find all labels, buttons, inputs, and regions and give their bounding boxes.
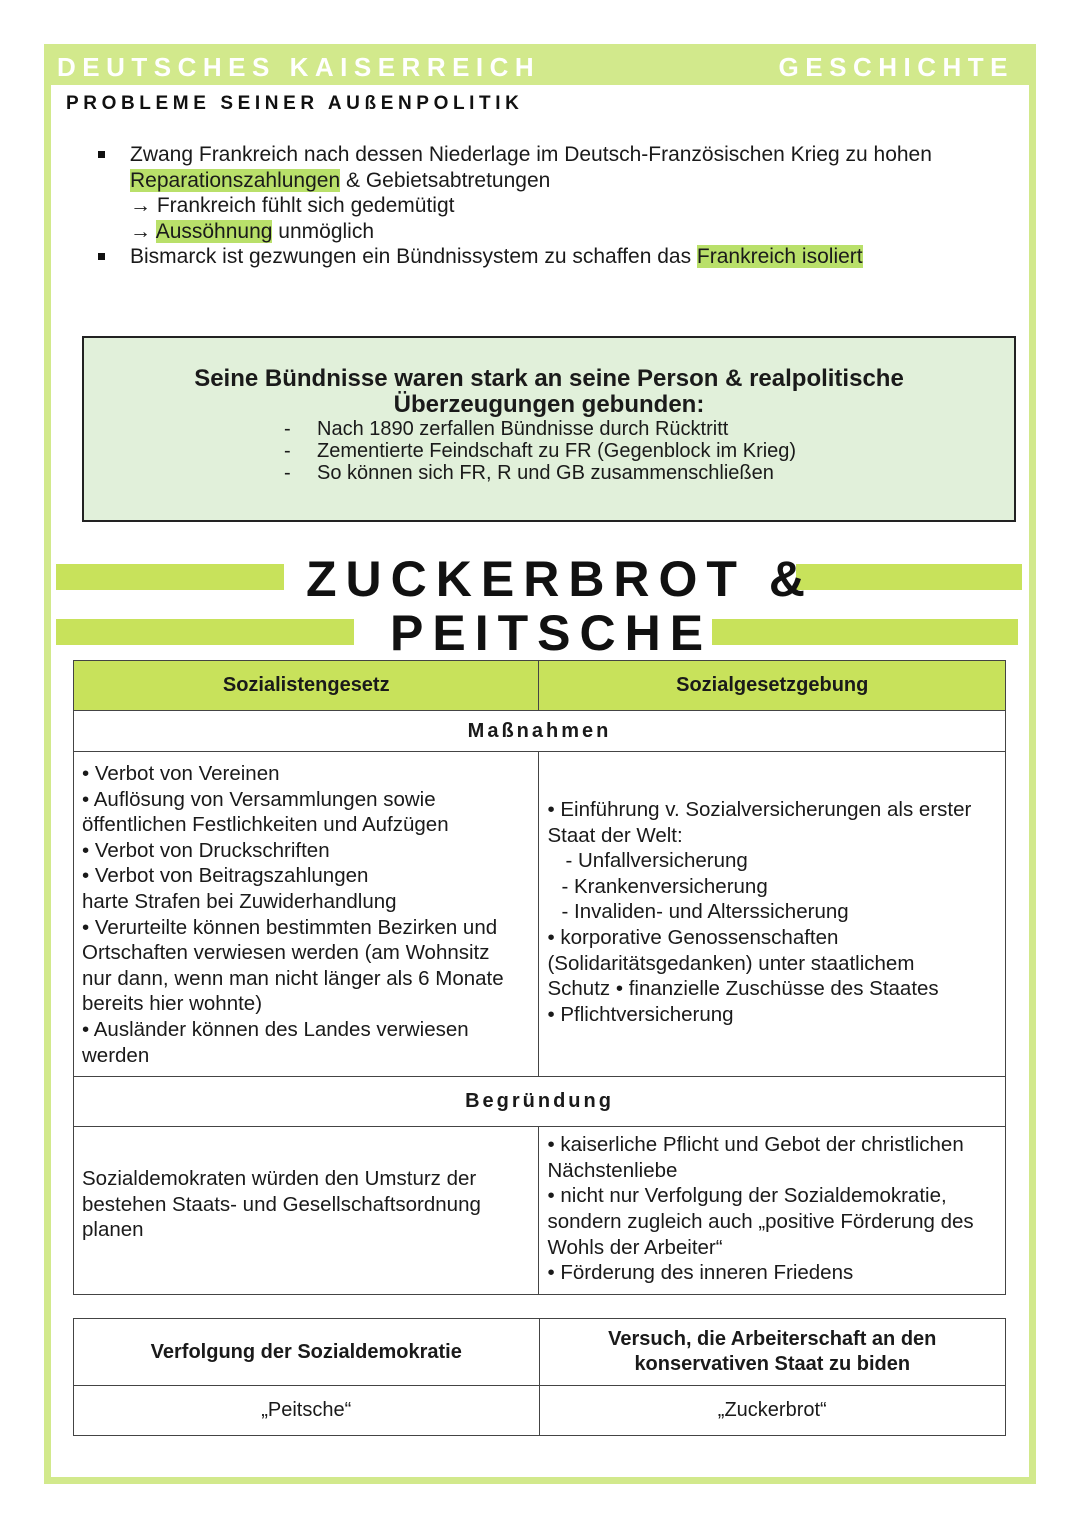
summary-left-value: „Peitsche“ <box>74 1386 540 1436</box>
cell-line: • kaiserliche Pflicht und Gebot der christlichen <box>547 1133 964 1157</box>
measures-left-cell <box>74 752 539 1077</box>
cell-line: planen <box>82 1218 144 1242</box>
highlight-text: Aussöhnung <box>155 219 273 243</box>
problem-text: Bismarck ist gezwungen ein Bündnissystem zu schaffen das <box>130 245 697 268</box>
cell-line: Ortschaften verwiesen werden (am Wohnsitz <box>82 941 490 965</box>
section-label-begruendung: Begründung <box>74 1077 1006 1127</box>
cell-line: Staat der Welt: <box>547 823 683 847</box>
table-section-row <box>74 711 1006 752</box>
callout-title-line: Überzeugungen gebunden: <box>393 391 705 418</box>
cell-line: werden <box>82 1043 150 1067</box>
table-row <box>74 1386 1006 1436</box>
cell-line: harte Strafen bei Zuwiderhandlung <box>82 889 397 913</box>
problem-text: Zwang Frankreich nach dessen Niederlage im Deutsch-Französischen Krieg zu hohen <box>130 143 932 166</box>
cell-line: • Verbot von Beitragszahlungen <box>82 864 369 888</box>
decorative-stripe <box>796 564 1022 590</box>
column-header-sozialistengesetz: Sozialistengesetz <box>74 661 539 711</box>
table-header-row <box>74 661 1006 711</box>
list-item <box>96 142 996 244</box>
page-subtitle: PROBLEME SEINER AUßENPOLITIK <box>66 93 524 114</box>
cell-line: • korporative Genossenschaften <box>547 925 839 949</box>
list-item: - Nach 1890 zerfallen Bündnisse durch Rücktritt <box>284 418 729 440</box>
table-section-row <box>74 1077 1006 1127</box>
cell-line: Sozialdemokraten würden den Umsturz der <box>82 1167 477 1191</box>
section-title-line2: PEITSCHE <box>390 605 713 661</box>
callout-item-text: Zementierte Feindschaft zu FR (Gegenblock im Krieg) <box>317 440 797 462</box>
cell-line: nur dann, wenn man nicht länger als 6 Monate <box>82 966 504 990</box>
decorative-stripe <box>56 619 354 645</box>
cell-line: • Ausländer können des Landes verwiesen <box>82 1017 469 1041</box>
cell-line: - Krankenversicherung <box>561 874 768 898</box>
problem-text: & Gebietsabtretungen <box>340 168 551 192</box>
cell-line: • Verurteilte können bestimmten Bezirken und <box>82 915 498 939</box>
consequence-text: unmöglich <box>272 219 375 243</box>
cell-line: Nächstenliebe <box>547 1158 678 1182</box>
callout-title-line: Seine Bündnisse waren stark an seine Person & realpolitische <box>194 365 904 392</box>
cell-line: Wohls der Arbeiter“ <box>547 1235 723 1259</box>
summary-table <box>73 1318 1006 1436</box>
cell-line: • nicht nur Verfolgung der Sozialdemokratie, <box>547 1184 947 1208</box>
table-row <box>74 1319 1006 1386</box>
decorative-stripe <box>712 619 1018 645</box>
cell-line: Versuch, die Arbeiterschaft an den <box>608 1328 937 1350</box>
consequence-text: → Frankreich fühlt sich gedemütigt <box>130 194 455 217</box>
cell-line: bestehen Staats- und Gesellschaftsordnung <box>82 1192 481 1216</box>
cell-line: bereits hier wohnte) <box>82 992 263 1016</box>
callout-item-text: Nach 1890 zerfallen Bündnisse durch Rücktritt <box>317 418 729 440</box>
header-subject: GESCHICHTE <box>778 52 1014 82</box>
highlight-text: Reparationszahlungen <box>130 168 341 192</box>
bullet-square-icon <box>98 253 105 260</box>
cell-line: • Pflichtversicherung <box>547 1002 734 1026</box>
callout-item-text: So können sich FR, R und GB zusammenschließen <box>317 462 774 484</box>
cell-line: • Auflösung von Versammlungen sowie <box>82 787 436 811</box>
bullet-square-icon <box>98 151 105 158</box>
reason-right-cell <box>539 1127 1006 1295</box>
alliances-callout <box>82 336 1016 522</box>
problems-list <box>96 142 996 270</box>
cell-line: öffentlichen Festlichkeiten und Aufzügen <box>82 813 449 837</box>
cell-line: • Verbot von Vereinen <box>82 762 280 785</box>
cell-line: Schutz • finanzielle Zuschüsse des Staates <box>547 977 939 1001</box>
table-row <box>74 1127 1006 1295</box>
summary-right-head <box>539 1319 1005 1386</box>
list-item: - So können sich FR, R und GB zusammenschließen <box>284 462 774 484</box>
comparison-table <box>73 660 1006 1295</box>
summary-left-head: Verfolgung der Sozialdemokratie <box>74 1319 540 1386</box>
cell-line: • Förderung des inneren Friedens <box>547 1261 854 1285</box>
callout-title <box>84 366 1014 418</box>
highlight-text: Frankreich isoliert <box>696 245 863 268</box>
measures-right-cell <box>539 752 1006 1077</box>
cell-line: sondern zugleich auch „positive Förderung des <box>547 1209 974 1233</box>
reason-left-cell <box>74 1127 539 1295</box>
list-item <box>96 244 996 270</box>
section-title-line1: ZUCKERBROT & <box>306 551 814 607</box>
summary-right-value: „Zuckerbrot“ <box>539 1386 1005 1436</box>
consequence-text: → <box>130 219 156 243</box>
table-row <box>74 752 1006 1077</box>
section-label-massnahmen: Maßnahmen <box>74 711 1006 752</box>
cell-line: • Verbot von Druckschriften <box>82 838 330 862</box>
list-item: - Zementierte Feindschaft zu FR (Gegenblock im Krieg) <box>284 440 797 462</box>
header-topic: DEUTSCHES KAISERREICH <box>57 52 541 82</box>
column-header-sozialgesetzgebung: Sozialgesetzgebung <box>539 661 1006 711</box>
decorative-stripe <box>56 564 284 590</box>
cell-line: - Unfallversicherung <box>565 849 748 873</box>
cell-line: - Invaliden- und Alterssicherung <box>561 900 849 924</box>
cell-line: • Einführung v. Sozialversicherungen als erster <box>547 798 972 821</box>
cell-line: konservativen Staat zu biden <box>634 1353 911 1375</box>
callout-list <box>284 418 796 484</box>
cell-line: (Solidaritätsgedanken) unter staatlichem <box>547 951 915 975</box>
